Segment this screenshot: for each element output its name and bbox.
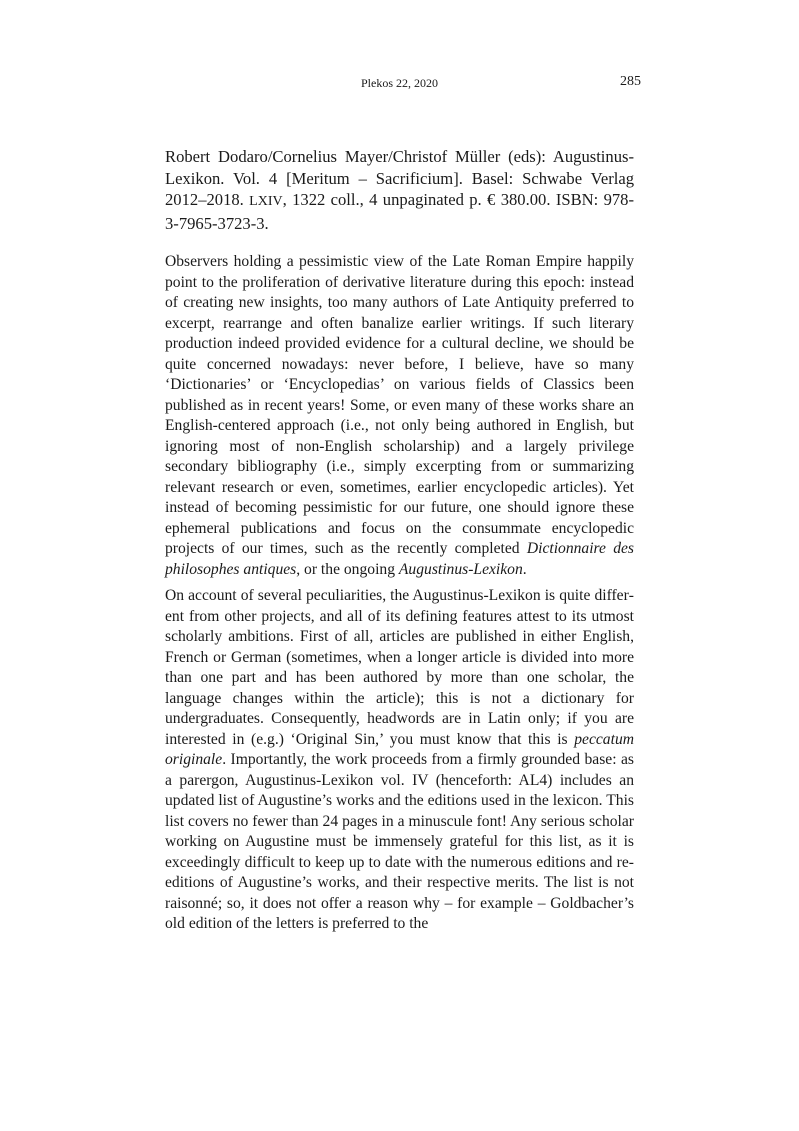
paragraph-1-text: Observers holding a pessimistic view of the Late Roman Empire happily point to the proliferation of derivative literature during this epoch: instead of creating new insights, too many authors of Late Antiquity preferred to excerpt, rearrange and often banalize earlier writings. If such literary production indeed provided evidence for a cultural decline, we should be quite concerned nowadays: never before, I believe, have so many ‘Dictionaries’ or ‘Encyclopedias’ on various fields of Classics been published as in recent years! Some, or even many of these works share an English-centered approach (i.e., not only being authored in English, but ignoring most of non-English scholarship) and a largely privilege secondary bibliography (i.e., simply excerpting from or summarizing relevant research or even, sometimes, earlier encyclopedic articles). Yet instead of becoming pessimistic for our future, one should ignore these ephemeral publications and focus on the consummate encyclopedic projects of our times, such as the recently completed — [165, 253, 634, 558]
citation-roman-pages: LXIV — [249, 194, 283, 210]
title-augustinus-lexikon: Augustinus-Lexikon — [398, 560, 523, 578]
title-dictionnaire: Dictionnaire des philosophes antiques — [165, 540, 635, 578]
review-content — [165, 146, 634, 935]
citation-text: Robert Dodaro/Cornelius Mayer/Christof Müller (eds): Augustinus-Lexikon. Vol. 4 [Meritum – Sacrificium]. Basel: Schwabe Verlag 2012–2018. — [165, 147, 634, 210]
body-paragraph-2 — [165, 586, 634, 935]
bibliographic-citation — [165, 146, 634, 234]
page-number: 285 — [620, 74, 641, 89]
citation-details: , 1322 coll., 4 unpaginated p. € 380.00. ISBN: 978-3-7965-3723-3. — [165, 190, 634, 233]
running-head — [0, 74, 799, 94]
paragraph-2-rest: . Importantly, the work proceeds from a firmly grounded base: as a parergon, Augustinus-Lexikon vol. IV (henceforth: AL4) includes an updated list of Augustine’s works and the editions used in the lexicon. This list covers no fewer than 24 pages in a minuscule font! Any serious scholar working on Augustine must be immensely grateful for this list, as it is exceedingly difficult to keep up to date with the numerous editions and re-editions of Augustine’s works, and their respective merits. The list is not raisonné; so, it does not offer a reason why – for example – Goldbacher’s old edition of the letters is preferred to the — [165, 751, 634, 933]
journal-title: Plekos 22, 2020 — [360, 76, 438, 90]
term-peccatum-originale: peccatum originale — [165, 730, 634, 769]
paragraph-1-end: . — [522, 560, 527, 578]
paragraph-2-text: On account of several peculiarities, the Augustinus-Lexikon is quite different from other projects, and all of its defining features attest to its utmost scholarly ambitions. First of all, articles are published in either English, French or German (sometimes, when a longer article is divided into more than one part and has been authored by more than one scholar, the language changes within the article); this is not a dictionary for undergraduates. Consequently, headwords are in Latin only; if you are interested in (e.g.) ‘Original Sin,’ you must know that this is — [165, 587, 634, 748]
paragraph-1-connector: , or the ongoing — [296, 560, 399, 578]
body-paragraph-1 — [165, 252, 634, 580]
